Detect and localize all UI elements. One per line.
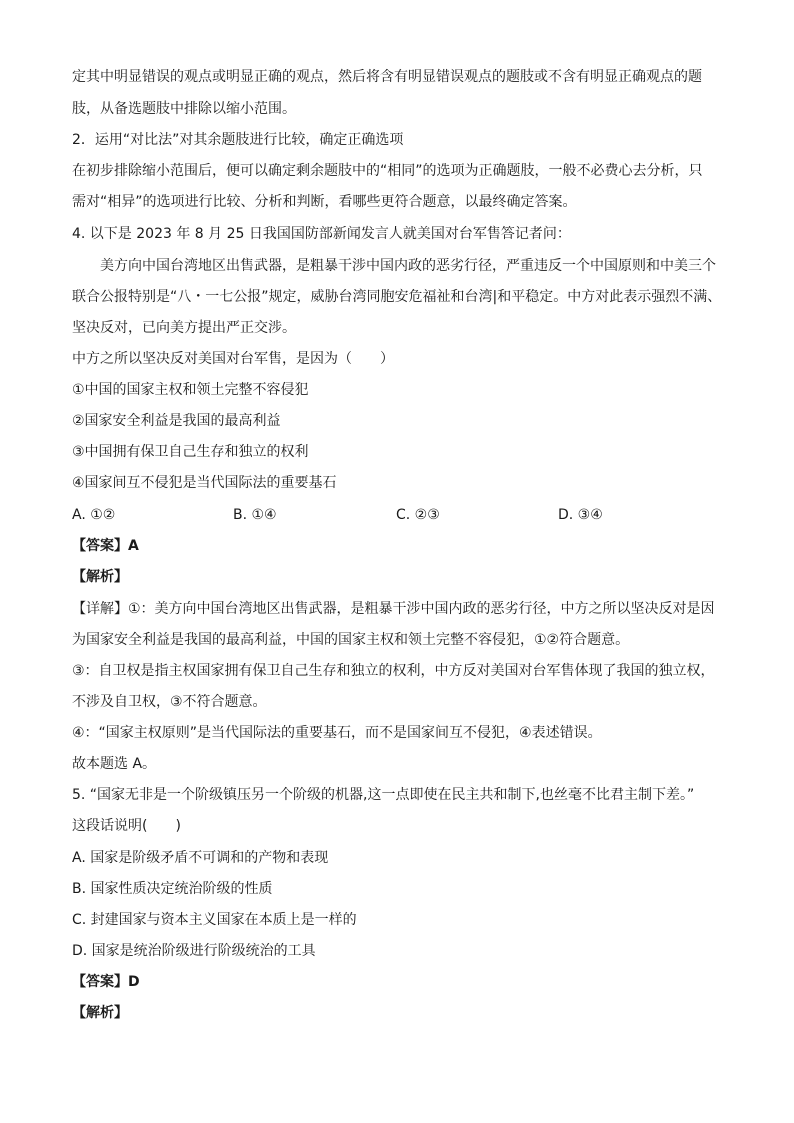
q5-option-d: D. 国家是统治阶级进行阶级统治的工具 xyxy=(72,943,316,959)
q4-answer: 【答案】A xyxy=(72,538,139,554)
q4-analysis-label: 【解析】 xyxy=(72,569,128,585)
q5-question: 这段话说明( ) xyxy=(72,818,181,834)
q4-quote-line-2: 联合公报特别是“八・一七公报”规定，威胁台湾同胞安危福祉和台湾|和平稳定。中方对此表示强烈不满、 xyxy=(72,289,722,305)
q4-question: 中方之所以坚决反对美国对台军售，是因为（ ） xyxy=(72,351,394,367)
q4-detail-line-5: ④：“国家主权原则”是当代国际法的重要基石，而不是国家间互不侵犯，④表述错误。 xyxy=(72,725,602,741)
q4-item: ③中国拥有保卫自己生存和独立的权利 xyxy=(72,444,309,460)
q5-analysis-label: 【解析】 xyxy=(72,1005,128,1021)
q4-detail-line-1: 【详解】①：美方向中国台湾地区出售武器，是粗暴干涉中国内政的恶劣行径，中方之所以坚决反对是因 xyxy=(72,601,715,617)
q5-option-c: C. 封建国家与资本主义国家在本质上是一样的 xyxy=(72,912,357,928)
step2-line-1: 在初步排除缩小范围后，便可以确定剩余题肢中的“相同”的选项为正确题肢，一般不必费心去分析，只 xyxy=(72,163,703,179)
q4-detail-line-2: 为国家安全利益是我国的最高利益，中国的国家主权和领土完整不容侵犯，①②符合题意。 xyxy=(72,632,630,648)
q5-option-b: B. 国家性质决定统治阶级的性质 xyxy=(72,881,273,897)
intro-line-2: 肢，从备选题肢中排除以缩小范围。 xyxy=(72,101,296,117)
q4-stem: 4. 以下是 2023 年 8 月 25 日我国国防部新闻发言人就美国对台军售答记者问： xyxy=(72,226,571,242)
q4-item: ①中国的国家主权和领土完整不容侵犯 xyxy=(72,382,309,398)
q5-answer: 【答案】D xyxy=(72,974,140,990)
q5-option-a: A. 国家是阶级矛盾不可调和的产物和表现 xyxy=(72,850,329,866)
q4-item: ④国家间互不侵犯是当代国际法的重要基石 xyxy=(72,475,337,491)
q4-choice-c: C. ②③ xyxy=(396,507,440,523)
q4-choice-b: B. ①④ xyxy=(233,507,277,523)
q5-stem: 5. “国家无非是一个阶级镇压另一个阶级的机器,这一点即使在民主共和制下,也丝毫不比君主制下差。” xyxy=(72,787,695,803)
step2-title: 2．运用“对比法”对其余题肢进行比较，确定正确选项 xyxy=(72,132,404,148)
q4-choice-d: D. ③④ xyxy=(558,507,603,523)
intro-line-1: 定其中明显错误的观点或明显正确的观点，然后将含有明显错误观点的题肢或不含有明显正确观点的题 xyxy=(72,69,702,85)
q4-quote-line-1: 美方向中国台湾地区出售武器，是粗暴干涉中国内政的恶劣行径，严重违反一个中国原则和中美三个 xyxy=(100,258,716,274)
q4-conclusion: 故本题选 A。 xyxy=(72,756,157,772)
q4-quote-line-3: 坚决反对，已向美方提出严正交涉。 xyxy=(72,320,296,336)
q4-item: ②国家安全利益是我国的最高利益 xyxy=(72,413,281,429)
q4-detail-line-4: 不涉及自卫权，③不符合题意。 xyxy=(72,694,267,710)
q4-detail-line-3: ③：自卫权是指主权国家拥有保卫自己生存和独立的权利，中方反对美国对台军售体现了我国的独立权， xyxy=(72,663,715,679)
q4-choice-a: A. ①② xyxy=(72,507,116,523)
step2-line-2: 需对“相异”的选项进行比较、分析和判断，看哪些更符合题意，以最终确定答案。 xyxy=(72,194,577,210)
